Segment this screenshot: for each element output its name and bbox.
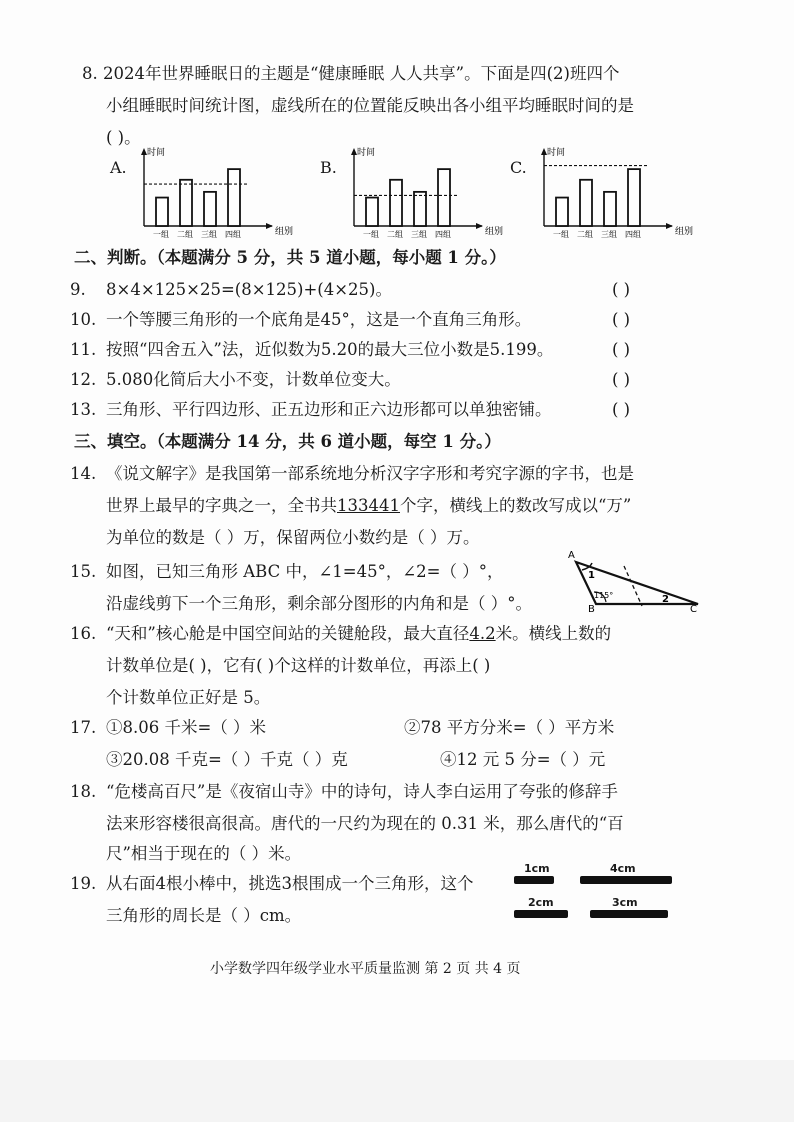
bar-一组 xyxy=(556,198,568,226)
q18-line1: “危楼高百尺”是《夜宿山寺》中的诗句，诗人李白运用了夸张的修辞手 xyxy=(106,782,618,801)
cut-dashed-line xyxy=(624,566,642,606)
tick-label: 四组 xyxy=(625,230,641,239)
q16-line1 xyxy=(106,622,611,646)
q15-line1[interactable]: 如图，已知三角形 ABC 中，∠1=45°，∠2=（ ）°， xyxy=(106,562,504,581)
bar-三组 xyxy=(604,192,616,226)
stick-4cm xyxy=(580,876,672,884)
tick-label: 二组 xyxy=(387,230,403,239)
q18-line2: 法来形容楼很高很高。唐代的一尺约为现在的 0.31 米，那么唐代的“百 xyxy=(106,814,624,833)
stick-1cm-label: 1cm xyxy=(524,862,550,875)
judge-answer-blank[interactable]: ( ) xyxy=(612,340,631,359)
tick-label: 二组 xyxy=(177,230,193,239)
q14-line2 xyxy=(106,494,631,518)
q14-line2b: 个字，横线上的数改写成以“万” xyxy=(400,496,632,515)
bar-二组 xyxy=(390,180,402,226)
q14-line2a: 世界上最早的字典之一，全书共 xyxy=(106,496,337,515)
x-axis-label: 组别 xyxy=(675,227,694,237)
judge-number: 12. xyxy=(70,370,97,389)
stick-4cm-label: 4cm xyxy=(610,862,636,875)
q18-number: 18. xyxy=(70,782,97,801)
x-axis-arrow xyxy=(266,223,273,229)
bar-四组 xyxy=(628,169,640,226)
option-chart-0[interactable] xyxy=(132,146,302,242)
bar-四组 xyxy=(438,169,450,226)
triangle-abc-figure xyxy=(562,548,702,614)
q19-line2[interactable]: 三角形的周长是（ ）cm。 xyxy=(106,906,302,925)
q17-part-a[interactable]: ①8.06 千米=（ ）米 xyxy=(106,718,267,737)
stick-2cm xyxy=(514,910,568,918)
tick-label: 一组 xyxy=(363,230,379,239)
vertex-b-label: B xyxy=(588,604,595,614)
option-label-2[interactable]: C. xyxy=(510,158,527,177)
q14-underlined-number: 133441 xyxy=(337,496,400,515)
judge-answer-blank[interactable]: ( ) xyxy=(612,280,631,299)
angle-115-label: 115° xyxy=(594,591,614,600)
tick-label: 三组 xyxy=(411,230,427,239)
tick-label: 一组 xyxy=(553,230,569,239)
tick-label: 三组 xyxy=(201,230,217,239)
option-chart-1[interactable] xyxy=(342,146,512,242)
q16-number: 16. xyxy=(70,624,97,643)
judge-number: 10. xyxy=(70,310,97,329)
tick-label: 一组 xyxy=(153,230,169,239)
tick-label: 四组 xyxy=(225,230,241,239)
judge-number: 9. xyxy=(70,280,86,299)
q18-line3[interactable]: 尺”相当于现在的（ ）米。 xyxy=(106,844,302,863)
bar-三组 xyxy=(414,192,426,226)
tick-label: 四组 xyxy=(435,230,451,239)
judge-statement: 5.080化简后大小不变，计数单位变大。 xyxy=(106,370,401,389)
vertex-c-label: C xyxy=(690,604,697,614)
section-2-title: 二、判断。（本题满分 5 分，共 5 道小题，每小题 1 分。） xyxy=(74,248,506,267)
judge-answer-blank[interactable]: ( ) xyxy=(612,310,631,329)
q16-underlined-number: 4.2 xyxy=(469,624,496,643)
q8-line2: 小组睡眠时间统计图，虚线所在的位置能反映出各小组平均睡眠时间的是 xyxy=(106,96,634,115)
q16-line2[interactable]: 计数单位是( )，它有( )个这样的计数单位，再添上( ) xyxy=(106,656,491,675)
judge-answer-blank[interactable]: ( ) xyxy=(612,370,631,389)
judge-answer-blank[interactable]: ( ) xyxy=(612,400,631,419)
q17-part-d[interactable]: ④12 元 5 分=（ ）元 xyxy=(440,750,606,769)
q15-line2[interactable]: 沿虚线剪下一个三角形，剩余部分图形的内角和是（ ）°。 xyxy=(106,594,532,613)
bar-二组 xyxy=(180,180,192,226)
judge-statement: 三角形、平行四边形、正五边形和正六边形都可以单独密铺。 xyxy=(106,400,552,419)
bar-二组 xyxy=(580,180,592,226)
judge-number: 13. xyxy=(70,400,97,419)
bar-一组 xyxy=(156,198,168,226)
q16-line3: 个计数单位正好是 5。 xyxy=(106,688,271,707)
q19-line1: 从右面4根小棒中，挑选3根围成一个三角形，这个 xyxy=(106,874,474,893)
q17-part-b[interactable]: ②78 平方分米=（ ）平方米 xyxy=(404,718,615,737)
tick-label: 二组 xyxy=(577,230,593,239)
page-footer: 小学数学四年级学业水平质量监测 第 2 页 共 4 页 xyxy=(210,961,521,977)
scan-margin xyxy=(0,1060,794,1122)
judge-statement: 按照“四舍五入”法，近似数为5.20的最大三位小数是5.199。 xyxy=(106,340,554,359)
bar-四组 xyxy=(228,169,240,226)
bar-一组 xyxy=(366,198,378,226)
option-chart-2[interactable] xyxy=(532,146,702,242)
y-axis-label: 时间 xyxy=(547,148,566,158)
bar-三组 xyxy=(204,192,216,226)
angle-1-label: 1 xyxy=(588,570,595,581)
q19-number: 19. xyxy=(70,874,97,893)
section-3-title: 三、填空。（本题满分 14 分，共 6 道小题，每空 1 分。） xyxy=(74,432,501,451)
y-axis-label: 时间 xyxy=(147,148,166,158)
q8-line1: 8. 2024年世界睡眠日的主题是“健康睡眠 人人共享”。下面是四(2)班四个 xyxy=(82,64,620,83)
tick-label: 三组 xyxy=(601,230,617,239)
stick-2cm-label: 2cm xyxy=(528,896,554,909)
x-axis-label: 组别 xyxy=(275,227,294,237)
judge-statement: 8×4×125×25=(8×125)+(4×25)。 xyxy=(106,280,392,299)
q8-line3[interactable]: ( )。 xyxy=(106,128,141,147)
judge-statement: 一个等腰三角形的一个底角是45°，这是一个直角三角形。 xyxy=(106,310,532,329)
angle-2-label: 2 xyxy=(662,594,669,605)
q14-line3[interactable]: 为单位的数是（ ）万，保留两位小数约是（ ）万。 xyxy=(106,528,480,547)
q14-line1: 《说文解字》是我国第一部系统地分析汉字字形和考究字源的字书，也是 xyxy=(106,464,634,483)
option-label-1[interactable]: B. xyxy=(320,158,337,177)
judge-number: 11. xyxy=(70,340,97,359)
q16-line1b: 米。横线上数的 xyxy=(495,624,612,643)
stick-3cm xyxy=(590,910,668,918)
stick-1cm xyxy=(514,876,554,884)
vertex-a-label: A xyxy=(568,550,575,561)
q17-part-c[interactable]: ③20.08 千克=（ ）千克（ ）克 xyxy=(106,750,348,769)
x-axis-arrow xyxy=(666,223,673,229)
y-axis-label: 时间 xyxy=(357,148,376,158)
q16-line1a: “天和”核心舱是中国空间站的关键舱段，最大直径 xyxy=(106,624,470,643)
q17-number: 17. xyxy=(70,718,97,737)
x-axis-label: 组别 xyxy=(485,227,504,237)
stick-3cm-label: 3cm xyxy=(612,896,638,909)
x-axis-arrow xyxy=(476,223,483,229)
q14-number: 14. xyxy=(70,464,97,483)
q15-number: 15. xyxy=(70,562,97,581)
option-label-0[interactable]: A. xyxy=(110,158,127,177)
